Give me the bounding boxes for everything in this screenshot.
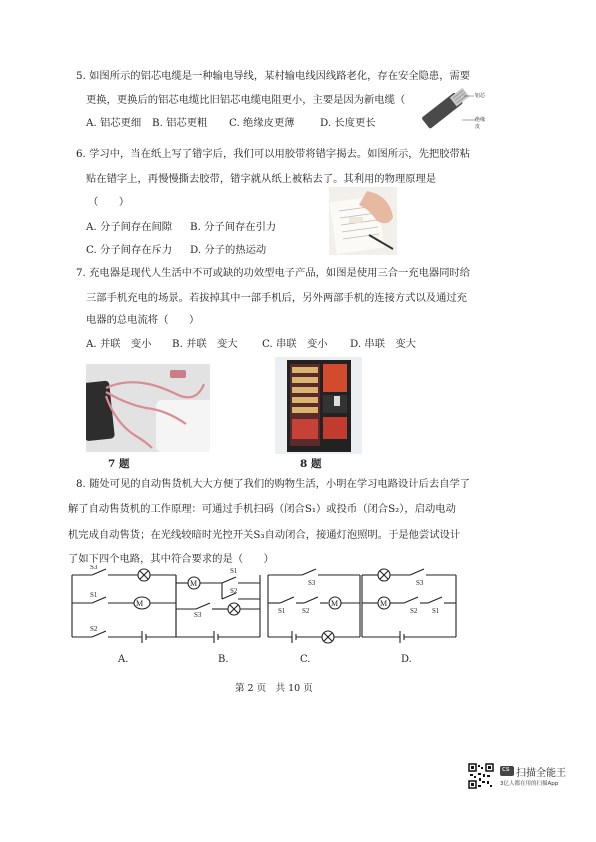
cable-label-core: 铝芯: [475, 93, 486, 99]
q7-option-c: C. 串联 变小: [262, 338, 328, 350]
q5-option-b: B. 铝芯更粗: [152, 117, 208, 129]
q8-line2: 解了自动售货机的工作原理：可通过手机扫码（闭合S₁）或投币（闭合S₂），启动电动: [68, 503, 456, 515]
q7-option-a: A. 并联 变小: [86, 338, 152, 350]
q5-option-c: C. 绝缘皮更薄: [229, 117, 295, 129]
label-b-s2: S2: [230, 587, 238, 595]
q6-option-c: C. 分子间存在斥力: [86, 244, 173, 256]
qr-code-icon: [468, 763, 494, 789]
q6-option-d: D. 分子的热运动: [190, 244, 267, 256]
q5-line2: 更换，更换后的铝芯电缆比旧铝芯电缆电阻更小，主要是因为新电缆（: [86, 94, 406, 106]
motor-d: M: [380, 599, 388, 608]
fig7-caption: 7 题: [108, 458, 130, 470]
q7-option-d: D. 串联 变大: [350, 338, 416, 350]
q5-option-d: D. 长度更长: [320, 117, 376, 129]
app-name: 扫描全能王: [516, 768, 566, 779]
circuit-diagrams: [64, 565, 474, 653]
motor-b: M: [190, 579, 198, 588]
vending-machine-photo: [275, 357, 362, 454]
q7-option-b: B. 并联 变大: [172, 338, 238, 350]
q5-line1: 5. 如图所示的铝芯电缆是一种输电导线，某村输电线因线路老化，存在安全隐患，需要: [76, 70, 471, 82]
cable-label-insulation: 绝缘皮: [475, 117, 486, 130]
label-c-s1: S1: [278, 607, 286, 615]
circuit-label-c: C.: [300, 654, 311, 665]
q7-line3: 电器的总电流将（ ）: [86, 314, 200, 326]
app-subtitle: 3亿人都在用的扫描App: [500, 781, 559, 787]
fig8-caption: 8 题: [300, 458, 322, 470]
label-a-s3: S3: [90, 565, 98, 571]
circuit-label-b: B.: [218, 654, 229, 665]
charger-photo: [86, 364, 210, 452]
q7-line2: 三部手机充电的场景。若拔掉其中一部手机后，另外两部手机的连接方式以及通过充: [86, 292, 467, 304]
circuit-b: [176, 575, 260, 643]
q5-option-a: A. 铝芯更细: [86, 117, 142, 129]
motor-c: M: [331, 599, 339, 608]
page-number: 第 2 页 共 10 页: [235, 683, 313, 694]
circuit-label-a: A.: [118, 654, 129, 665]
tape-paper-image: [329, 187, 397, 255]
label-b-s1: S1: [230, 567, 238, 575]
label-d-s2: S2: [410, 607, 418, 615]
q6-option-b: B. 分子间存在引力: [190, 221, 277, 233]
aluminum-cable-image: [418, 86, 488, 132]
circuit-d: [362, 569, 456, 643]
q6-line1: 6. 学习中，当在纸上写了错字后，我们可以用胶带将错字揭去。如图所示，先把胶带粘: [76, 148, 471, 160]
app-logo-icon: cs: [500, 766, 514, 776]
circuit-a: [72, 569, 176, 643]
label-a-s2: S2: [90, 625, 98, 633]
q6-line3: （ ）: [88, 196, 130, 208]
q6-option-a: A. 分子间存在间隙: [86, 221, 173, 233]
label-c-s2: S2: [302, 607, 310, 615]
motor-a: M: [136, 599, 144, 608]
q7-line1: 7. 充电器是现代人生活中不可或缺的功效型电子产品，如图是使用三合一充电器同时给: [76, 267, 471, 279]
label-c-s3: S3: [308, 579, 316, 587]
label-a-s1: S1: [90, 591, 98, 599]
label-b-s3: S3: [194, 611, 202, 619]
label-d-s3: S3: [416, 579, 424, 587]
q6-line2: 贴在错字上，再慢慢撕去胶带，错字就从纸上被粘去了。其利用的物理原理是: [86, 173, 437, 185]
q8-line3: 机完成自动售货；在光线较暗时光控开关S₃自动闭合，接通灯泡照明。于是他尝试设计: [68, 529, 461, 541]
label-d-s1: S1: [432, 607, 440, 615]
q8-line1: 8. 随处可见的自动售货机大大方便了我们的购物生活，小明在学习电路设计后去自学了: [76, 478, 471, 490]
q8-line4: 了如下四个电路，其中符合要求的是（ ）: [68, 553, 274, 565]
circuit-label-d: D.: [401, 654, 412, 665]
